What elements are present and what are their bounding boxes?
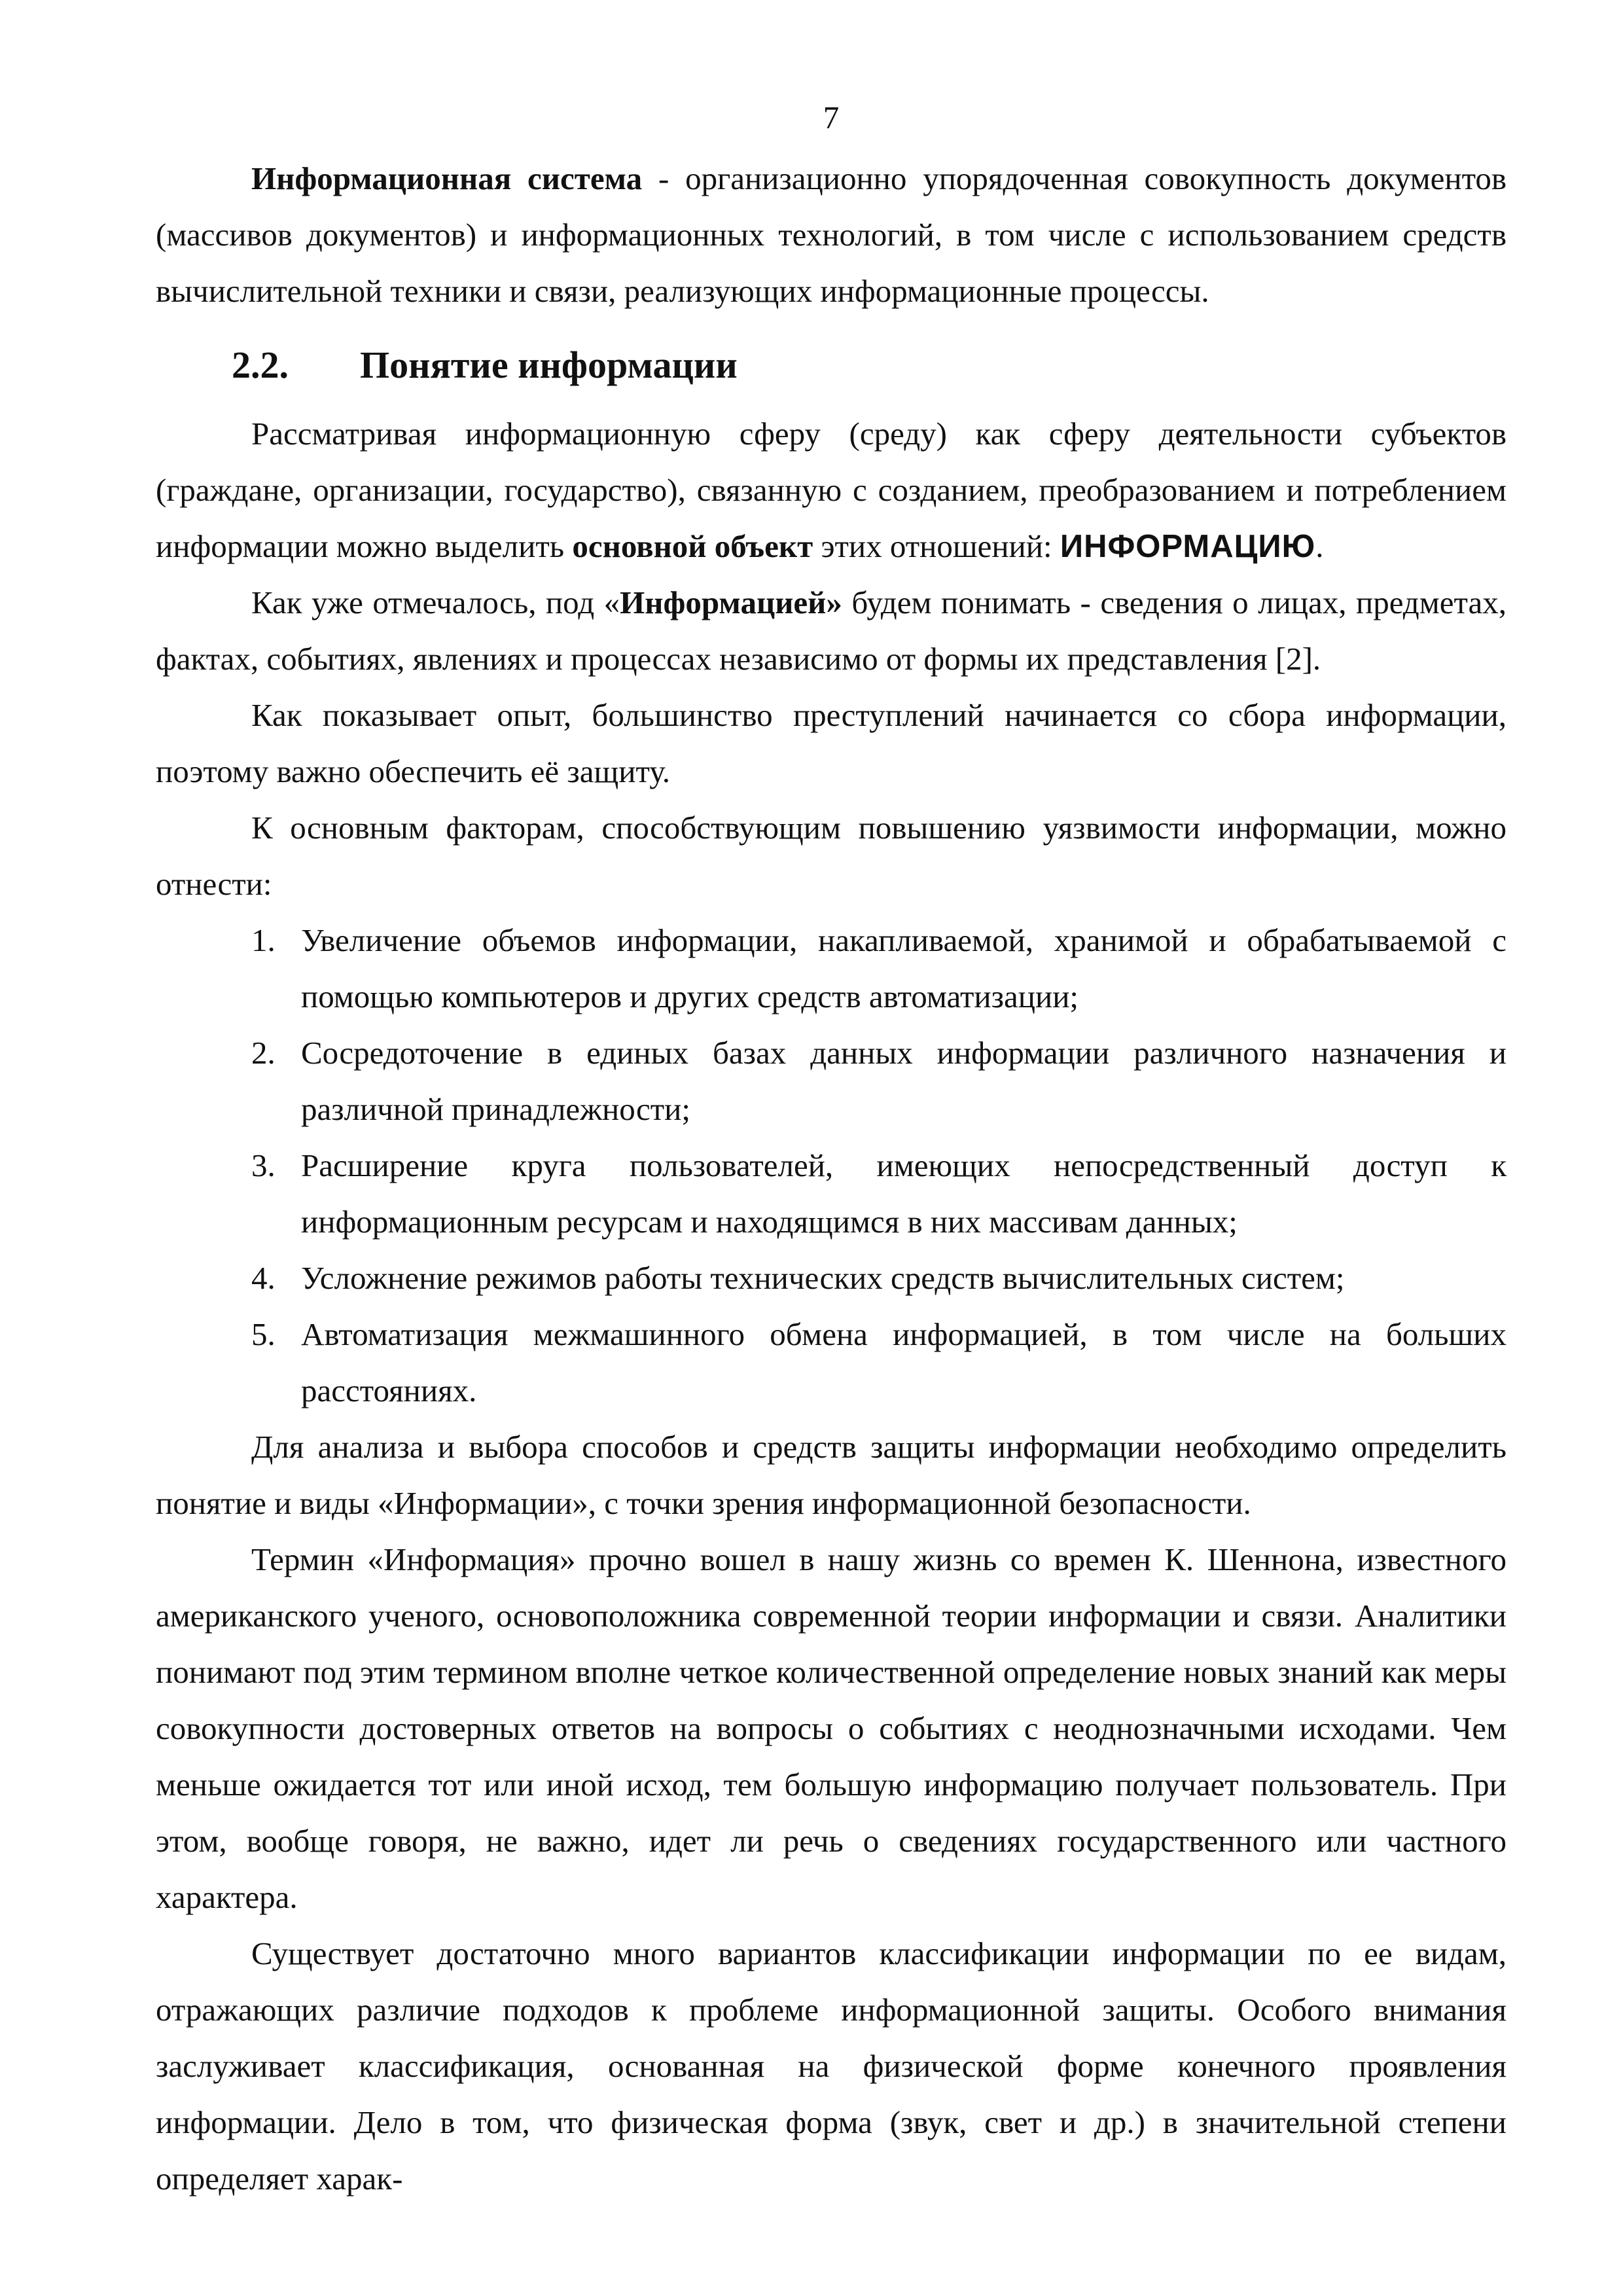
paragraph-1-end: . (1315, 528, 1324, 564)
paragraph-7: Существует достаточно много вариантов классификации информации по ее видам, отражающих различие подходов к проблеме информационной защиты. Особого внимания заслуживает классификация, основанная на физической форме конечного проявления информации. Дело в том, что физическая форма (звук, свет и др.) в значительной степени определяет харак- (156, 1935, 1507, 2197)
emphasis-main-object: основной объект (572, 528, 813, 564)
paragraph-1 (156, 406, 1507, 575)
list-marker: 3. (251, 1147, 276, 1183)
paragraph-2-text-2: будем понимать - сведения о лицах, предметах, фактах, событиях, явлениях и процессах независимо от формы их представления [2]. (156, 584, 1507, 677)
definition-paragraph (156, 151, 1507, 319)
list-item-text: Усложнение режимов работы технических средств вычислительных систем; (301, 1260, 1345, 1296)
emphasis-information-caps: ИНФОРМАЦИЮ (1060, 529, 1316, 564)
list-item (156, 1306, 1507, 1419)
list-item (156, 1138, 1507, 1250)
section-heading (156, 330, 1507, 401)
paragraph-4: К основным факторам, способствующим повышению уязвимости информации, можно отнести: (156, 810, 1507, 902)
page-number: 7 (823, 99, 840, 135)
list-item-text: Увеличение объемов информации, накапливаемой, хранимой и обрабатываемой с помощью компьютеров и других средств автоматизации; (301, 922, 1507, 1014)
paragraph-1-text-2: этих отношений: (813, 528, 1060, 564)
emphasis-information-term: Информацией» (620, 584, 842, 620)
paragraph-6: Термин «Информация» прочно вошел в нашу жизнь со времен К. Шеннона, известного американского ученого, основоположника современной теории информации и связи. Аналитики понимают под этим термином вполне четкое количественной определение новых знаний как меры совокупности достоверных ответов на вопросы о событиях с неоднозначными исходами. Чем меньше ожидается тот или иной исход, тем большую информацию получает пользователь. При этом, вообще говоря, не важно, идет ли речь о сведениях государственного или частного характера. (156, 1541, 1507, 1915)
section-title: Понятие информации (360, 344, 738, 386)
list-marker: 4. (251, 1260, 276, 1296)
list-item-text: Автоматизация межмашинного обмена информацией, в том числе на больших расстояниях. (301, 1316, 1507, 1408)
document-page (156, 92, 1507, 2207)
list-marker: 1. (251, 922, 276, 958)
section-number: 2.2. (232, 344, 289, 386)
list-item-text: Расширение круга пользователей, имеющих непосредственный доступ к информационным ресурсам и находящимся в них массивам данных; (301, 1147, 1507, 1240)
paragraph-2 (156, 575, 1507, 687)
list-item (156, 912, 1507, 1025)
definition-text: - организационно упорядоченная совокупность документов (массивов документов) и информационных технологий, в том числе с использованием средств вычислительной техники и связи, реализующих информационные процессы. (156, 160, 1507, 309)
list-marker: 2. (251, 1035, 276, 1071)
list-marker: 5. (251, 1316, 276, 1352)
list-item (156, 1250, 1507, 1306)
paragraph-5: Для анализа и выбора способов и средств защиты информации необходимо определить понятие и виды «Информации», с точки зрения информационной безопасности. (156, 1429, 1507, 1521)
list-item-text: Сосредоточение в единых базах данных информации различного назначения и различной принадлежности; (301, 1035, 1507, 1127)
paragraph-2-text: Как уже отмечалось, под « (251, 584, 620, 620)
paragraph-3: Как показывает опыт, большинство преступлений начинается со сбора информации, поэтому важно обеспечить её защиту. (156, 697, 1507, 789)
factors-list (156, 912, 1507, 1419)
list-item (156, 1025, 1507, 1138)
defined-term: Информационная система (251, 160, 643, 196)
paragraph-1-text: Рассматривая информационную сферу (среду) как сферу деятельности субъектов (граждане, организации, государство), связанную с созданием, преобразованием и потреблением информации можно выделить (156, 416, 1507, 564)
